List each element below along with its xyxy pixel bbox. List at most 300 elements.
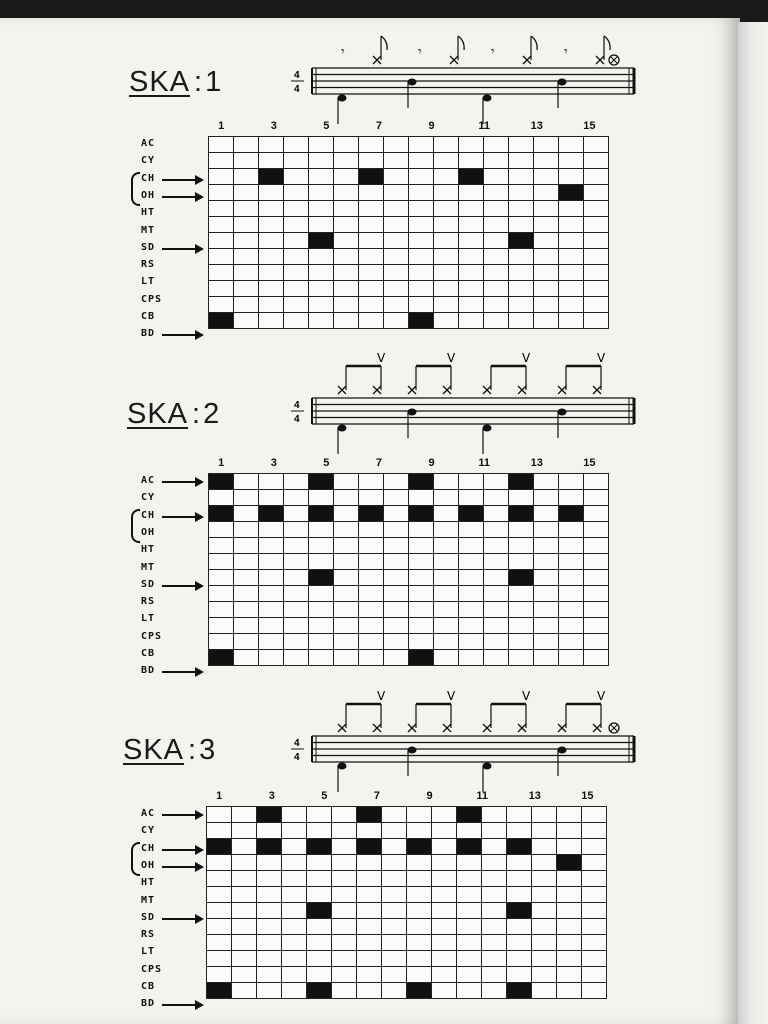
step-cell[interactable] xyxy=(259,506,284,522)
step-cell[interactable] xyxy=(457,807,482,823)
step-cell[interactable] xyxy=(457,903,482,919)
step-cell[interactable] xyxy=(282,967,307,983)
step-cell[interactable] xyxy=(559,522,584,538)
step-cell[interactable] xyxy=(284,650,309,666)
step-cell[interactable] xyxy=(259,313,284,329)
step-cell[interactable] xyxy=(359,233,384,249)
step-cell[interactable] xyxy=(584,153,609,169)
step-cell[interactable] xyxy=(334,185,359,201)
step-cell[interactable] xyxy=(234,265,259,281)
step-cell[interactable] xyxy=(207,983,232,999)
step-cell[interactable] xyxy=(459,201,484,217)
step-cell[interactable] xyxy=(307,887,332,903)
step-cell[interactable] xyxy=(284,153,309,169)
step-cell[interactable] xyxy=(234,554,259,570)
step-cell[interactable] xyxy=(509,249,534,265)
step-cell[interactable] xyxy=(582,919,607,935)
step-cell[interactable] xyxy=(309,554,334,570)
step-cell[interactable] xyxy=(309,249,334,265)
step-cell[interactable] xyxy=(209,265,234,281)
step-cell[interactable] xyxy=(309,297,334,313)
step-cell[interactable] xyxy=(257,903,282,919)
step-cell[interactable] xyxy=(434,586,459,602)
step-cell[interactable] xyxy=(482,935,507,951)
step-cell[interactable] xyxy=(584,265,609,281)
step-cell[interactable] xyxy=(459,137,484,153)
step-cell[interactable] xyxy=(232,919,257,935)
step-cell[interactable] xyxy=(557,823,582,839)
step-cell[interactable] xyxy=(282,935,307,951)
step-cell[interactable] xyxy=(534,554,559,570)
step-cell[interactable] xyxy=(307,839,332,855)
step-cell[interactable] xyxy=(559,570,584,586)
step-cell[interactable] xyxy=(334,265,359,281)
step-cell[interactable] xyxy=(232,983,257,999)
step-cell[interactable] xyxy=(459,506,484,522)
step-cell[interactable] xyxy=(234,281,259,297)
step-cell[interactable] xyxy=(409,538,434,554)
step-cell[interactable] xyxy=(484,570,509,586)
step-cell[interactable] xyxy=(357,839,382,855)
step-cell[interactable] xyxy=(457,839,482,855)
step-cell[interactable] xyxy=(459,554,484,570)
step-cell[interactable] xyxy=(434,634,459,650)
step-cell[interactable] xyxy=(409,217,434,233)
step-cell[interactable] xyxy=(284,522,309,538)
step-cell[interactable] xyxy=(309,137,334,153)
step-cell[interactable] xyxy=(332,967,357,983)
step-cell[interactable] xyxy=(357,887,382,903)
step-cell[interactable] xyxy=(307,951,332,967)
step-cell[interactable] xyxy=(559,249,584,265)
step-cell[interactable] xyxy=(284,506,309,522)
step-cell[interactable] xyxy=(259,217,284,233)
step-cell[interactable] xyxy=(482,967,507,983)
step-cell[interactable] xyxy=(359,297,384,313)
step-cell[interactable] xyxy=(459,570,484,586)
step-cell[interactable] xyxy=(432,807,457,823)
step-cell[interactable] xyxy=(559,137,584,153)
step-cell[interactable] xyxy=(484,554,509,570)
step-cell[interactable] xyxy=(232,967,257,983)
step-cell[interactable] xyxy=(334,554,359,570)
step-cell[interactable] xyxy=(584,602,609,618)
step-cell[interactable] xyxy=(257,839,282,855)
step-cell[interactable] xyxy=(484,201,509,217)
step-cell[interactable] xyxy=(259,281,284,297)
step-cell[interactable] xyxy=(259,474,284,490)
step-cell[interactable] xyxy=(582,871,607,887)
step-cell[interactable] xyxy=(557,887,582,903)
step-cell[interactable] xyxy=(509,570,534,586)
step-cell[interactable] xyxy=(534,490,559,506)
step-cell[interactable] xyxy=(582,807,607,823)
step-cell[interactable] xyxy=(482,855,507,871)
step-cell[interactable] xyxy=(384,153,409,169)
step-cell[interactable] xyxy=(284,313,309,329)
step-cell[interactable] xyxy=(382,871,407,887)
step-cell[interactable] xyxy=(409,153,434,169)
step-cell[interactable] xyxy=(232,807,257,823)
step-cell[interactable] xyxy=(509,265,534,281)
step-cell[interactable] xyxy=(459,153,484,169)
step-cell[interactable] xyxy=(434,185,459,201)
step-cell[interactable] xyxy=(407,887,432,903)
step-cell[interactable] xyxy=(234,618,259,634)
step-cell[interactable] xyxy=(259,602,284,618)
step-cell[interactable] xyxy=(359,217,384,233)
step-cell[interactable] xyxy=(382,839,407,855)
step-cell[interactable] xyxy=(482,871,507,887)
step-cell[interactable] xyxy=(232,951,257,967)
step-cell[interactable] xyxy=(557,903,582,919)
step-cell[interactable] xyxy=(309,522,334,538)
step-cell[interactable] xyxy=(384,554,409,570)
step-cell[interactable] xyxy=(259,538,284,554)
step-cell[interactable] xyxy=(334,538,359,554)
step-cell[interactable] xyxy=(357,823,382,839)
step-cell[interactable] xyxy=(409,281,434,297)
step-cell[interactable] xyxy=(232,935,257,951)
step-cell[interactable] xyxy=(307,967,332,983)
step-cell[interactable] xyxy=(257,967,282,983)
step-cell[interactable] xyxy=(482,903,507,919)
step-cell[interactable] xyxy=(259,586,284,602)
step-cell[interactable] xyxy=(584,570,609,586)
step-cell[interactable] xyxy=(559,554,584,570)
step-cell[interactable] xyxy=(457,967,482,983)
step-cell[interactable] xyxy=(209,522,234,538)
step-cell[interactable] xyxy=(407,935,432,951)
step-cell[interactable] xyxy=(509,586,534,602)
step-cell[interactable] xyxy=(232,855,257,871)
step-cell[interactable] xyxy=(384,265,409,281)
step-cell[interactable] xyxy=(259,137,284,153)
step-cell[interactable] xyxy=(309,474,334,490)
step-cell[interactable] xyxy=(534,634,559,650)
step-cell[interactable] xyxy=(257,823,282,839)
step-cell[interactable] xyxy=(209,281,234,297)
step-cell[interactable] xyxy=(434,169,459,185)
step-cell[interactable] xyxy=(509,634,534,650)
step-cell[interactable] xyxy=(509,297,534,313)
step-cell[interactable] xyxy=(582,823,607,839)
step-cell[interactable] xyxy=(284,634,309,650)
step-cell[interactable] xyxy=(534,265,559,281)
step-cell[interactable] xyxy=(409,185,434,201)
step-cell[interactable] xyxy=(257,983,282,999)
step-cell[interactable] xyxy=(359,265,384,281)
step-cell[interactable] xyxy=(559,265,584,281)
step-cell[interactable] xyxy=(559,474,584,490)
step-cell[interactable] xyxy=(382,823,407,839)
step-cell[interactable] xyxy=(559,634,584,650)
step-cell[interactable] xyxy=(434,522,459,538)
step-cell[interactable] xyxy=(409,297,434,313)
step-cell[interactable] xyxy=(559,185,584,201)
step-cell[interactable] xyxy=(332,839,357,855)
step-cell[interactable] xyxy=(382,951,407,967)
step-cell[interactable] xyxy=(209,490,234,506)
step-cell[interactable] xyxy=(509,153,534,169)
step-cell[interactable] xyxy=(384,602,409,618)
step-cell[interactable] xyxy=(532,807,557,823)
step-cell[interactable] xyxy=(534,137,559,153)
step-cell[interactable] xyxy=(309,506,334,522)
step-cell[interactable] xyxy=(357,951,382,967)
step-cell[interactable] xyxy=(557,919,582,935)
step-cell[interactable] xyxy=(234,490,259,506)
step-cell[interactable] xyxy=(484,233,509,249)
step-cell[interactable] xyxy=(382,983,407,999)
step-cell[interactable] xyxy=(209,169,234,185)
step-cell[interactable] xyxy=(334,490,359,506)
step-cell[interactable] xyxy=(259,490,284,506)
step-cell[interactable] xyxy=(584,313,609,329)
step-cell[interactable] xyxy=(534,522,559,538)
step-cell[interactable] xyxy=(334,297,359,313)
step-cell[interactable] xyxy=(334,522,359,538)
step-cell[interactable] xyxy=(484,474,509,490)
step-cell[interactable] xyxy=(507,967,532,983)
step-cell[interactable] xyxy=(484,249,509,265)
step-cell[interactable] xyxy=(234,650,259,666)
step-cell[interactable] xyxy=(384,570,409,586)
step-cell[interactable] xyxy=(332,983,357,999)
step-cell[interactable] xyxy=(209,506,234,522)
step-cell[interactable] xyxy=(409,490,434,506)
step-cell[interactable] xyxy=(359,634,384,650)
step-cell[interactable] xyxy=(509,169,534,185)
step-cell[interactable] xyxy=(484,153,509,169)
step-cell[interactable] xyxy=(482,983,507,999)
step-cell[interactable] xyxy=(484,490,509,506)
step-cell[interactable] xyxy=(309,650,334,666)
step-cell[interactable] xyxy=(384,217,409,233)
step-cell[interactable] xyxy=(309,201,334,217)
step-cell[interactable] xyxy=(484,506,509,522)
step-cell[interactable] xyxy=(459,313,484,329)
step-cell[interactable] xyxy=(559,281,584,297)
step-cell[interactable] xyxy=(384,201,409,217)
step-cell[interactable] xyxy=(384,634,409,650)
step-cell[interactable] xyxy=(357,919,382,935)
step-cell[interactable] xyxy=(257,935,282,951)
step-cell[interactable] xyxy=(259,169,284,185)
step-cell[interactable] xyxy=(409,169,434,185)
step-cell[interactable] xyxy=(284,249,309,265)
step-cell[interactable] xyxy=(507,935,532,951)
step-cell[interactable] xyxy=(459,490,484,506)
step-cell[interactable] xyxy=(284,490,309,506)
step-cell[interactable] xyxy=(309,602,334,618)
step-cell[interactable] xyxy=(234,217,259,233)
step-cell[interactable] xyxy=(457,951,482,967)
step-cell[interactable] xyxy=(307,935,332,951)
step-cell[interactable] xyxy=(259,153,284,169)
step-cell[interactable] xyxy=(432,855,457,871)
step-cell[interactable] xyxy=(457,871,482,887)
step-cell[interactable] xyxy=(484,137,509,153)
step-cell[interactable] xyxy=(259,634,284,650)
step-cell[interactable] xyxy=(584,618,609,634)
step-cell[interactable] xyxy=(409,233,434,249)
step-cell[interactable] xyxy=(309,618,334,634)
step-cell[interactable] xyxy=(409,554,434,570)
step-cell[interactable] xyxy=(257,855,282,871)
step-cell[interactable] xyxy=(457,855,482,871)
step-cell[interactable] xyxy=(307,855,332,871)
step-cell[interactable] xyxy=(232,823,257,839)
step-cell[interactable] xyxy=(384,618,409,634)
step-cell[interactable] xyxy=(509,233,534,249)
step-cell[interactable] xyxy=(384,281,409,297)
step-cell[interactable] xyxy=(234,185,259,201)
step-cell[interactable] xyxy=(359,602,384,618)
step-cell[interactable] xyxy=(407,823,432,839)
step-cell[interactable] xyxy=(459,217,484,233)
step-cell[interactable] xyxy=(484,169,509,185)
step-cell[interactable] xyxy=(209,201,234,217)
step-cell[interactable] xyxy=(359,506,384,522)
step-cell[interactable] xyxy=(234,602,259,618)
step-cell[interactable] xyxy=(284,169,309,185)
step-cell[interactable] xyxy=(209,634,234,650)
step-cell[interactable] xyxy=(409,313,434,329)
step-cell[interactable] xyxy=(457,935,482,951)
step-cell[interactable] xyxy=(407,983,432,999)
step-cell[interactable] xyxy=(509,650,534,666)
step-cell[interactable] xyxy=(259,201,284,217)
step-cell[interactable] xyxy=(359,137,384,153)
step-cell[interactable] xyxy=(384,185,409,201)
step-cell[interactable] xyxy=(234,169,259,185)
step-cell[interactable] xyxy=(434,201,459,217)
step-cell[interactable] xyxy=(559,538,584,554)
step-cell[interactable] xyxy=(309,217,334,233)
step-cell[interactable] xyxy=(482,951,507,967)
step-cell[interactable] xyxy=(207,871,232,887)
step-cell[interactable] xyxy=(309,265,334,281)
step-cell[interactable] xyxy=(534,201,559,217)
step-cell[interactable] xyxy=(382,935,407,951)
step-cell[interactable] xyxy=(209,554,234,570)
step-cell[interactable] xyxy=(509,474,534,490)
step-cell[interactable] xyxy=(207,823,232,839)
step-cell[interactable] xyxy=(557,855,582,871)
step-cell[interactable] xyxy=(484,281,509,297)
step-cell[interactable] xyxy=(209,153,234,169)
step-cell[interactable] xyxy=(307,871,332,887)
step-cell[interactable] xyxy=(232,903,257,919)
step-cell[interactable] xyxy=(282,951,307,967)
step-cell[interactable] xyxy=(209,474,234,490)
step-cell[interactable] xyxy=(209,185,234,201)
step-cell[interactable] xyxy=(534,570,559,586)
step-cell[interactable] xyxy=(507,903,532,919)
step-cell[interactable] xyxy=(509,522,534,538)
step-cell[interactable] xyxy=(234,297,259,313)
step-cell[interactable] xyxy=(434,313,459,329)
step-cell[interactable] xyxy=(259,297,284,313)
step-cell[interactable] xyxy=(259,265,284,281)
step-cell[interactable] xyxy=(434,554,459,570)
step-cell[interactable] xyxy=(407,871,432,887)
step-cell[interactable] xyxy=(532,839,557,855)
step-cell[interactable] xyxy=(459,169,484,185)
step-cell[interactable] xyxy=(234,522,259,538)
step-cell[interactable] xyxy=(207,951,232,967)
step-cell[interactable] xyxy=(507,887,532,903)
step-cell[interactable] xyxy=(384,650,409,666)
step-cell[interactable] xyxy=(459,185,484,201)
step-cell[interactable] xyxy=(484,522,509,538)
step-cell[interactable] xyxy=(359,522,384,538)
step-cell[interactable] xyxy=(309,281,334,297)
step-cell[interactable] xyxy=(207,967,232,983)
step-cell[interactable] xyxy=(259,570,284,586)
step-cell[interactable] xyxy=(334,137,359,153)
step-cell[interactable] xyxy=(559,233,584,249)
step-cell[interactable] xyxy=(509,506,534,522)
step-cell[interactable] xyxy=(332,887,357,903)
step-cell[interactable] xyxy=(509,554,534,570)
step-cell[interactable] xyxy=(559,217,584,233)
step-cell[interactable] xyxy=(307,983,332,999)
step-cell[interactable] xyxy=(532,935,557,951)
step-cell[interactable] xyxy=(332,951,357,967)
step-cell[interactable] xyxy=(584,474,609,490)
step-cell[interactable] xyxy=(457,919,482,935)
step-cell[interactable] xyxy=(509,490,534,506)
step-cell[interactable] xyxy=(557,983,582,999)
step-cell[interactable] xyxy=(209,650,234,666)
step-cell[interactable] xyxy=(582,935,607,951)
step-cell[interactable] xyxy=(559,169,584,185)
step-cell[interactable] xyxy=(282,887,307,903)
step-cell[interactable] xyxy=(507,855,532,871)
step-cell[interactable] xyxy=(584,554,609,570)
step-cell[interactable] xyxy=(432,983,457,999)
step-cell[interactable] xyxy=(432,903,457,919)
step-cell[interactable] xyxy=(234,137,259,153)
step-cell[interactable] xyxy=(509,538,534,554)
step-cell[interactable] xyxy=(359,538,384,554)
step-cell[interactable] xyxy=(409,137,434,153)
step-cell[interactable] xyxy=(209,618,234,634)
step-cell[interactable] xyxy=(382,967,407,983)
step-cell[interactable] xyxy=(482,823,507,839)
step-cell[interactable] xyxy=(584,233,609,249)
step-cell[interactable] xyxy=(282,919,307,935)
step-cell[interactable] xyxy=(334,634,359,650)
step-cell[interactable] xyxy=(509,201,534,217)
step-cell[interactable] xyxy=(507,807,532,823)
step-cell[interactable] xyxy=(459,538,484,554)
step-cell[interactable] xyxy=(282,807,307,823)
step-cell[interactable] xyxy=(357,903,382,919)
step-cell[interactable] xyxy=(582,983,607,999)
step-cell[interactable] xyxy=(584,249,609,265)
step-cell[interactable] xyxy=(432,935,457,951)
step-cell[interactable] xyxy=(359,281,384,297)
step-cell[interactable] xyxy=(309,634,334,650)
step-cell[interactable] xyxy=(282,855,307,871)
step-cell[interactable] xyxy=(407,855,432,871)
step-cell[interactable] xyxy=(357,855,382,871)
step-cell[interactable] xyxy=(534,217,559,233)
step-cell[interactable] xyxy=(407,807,432,823)
